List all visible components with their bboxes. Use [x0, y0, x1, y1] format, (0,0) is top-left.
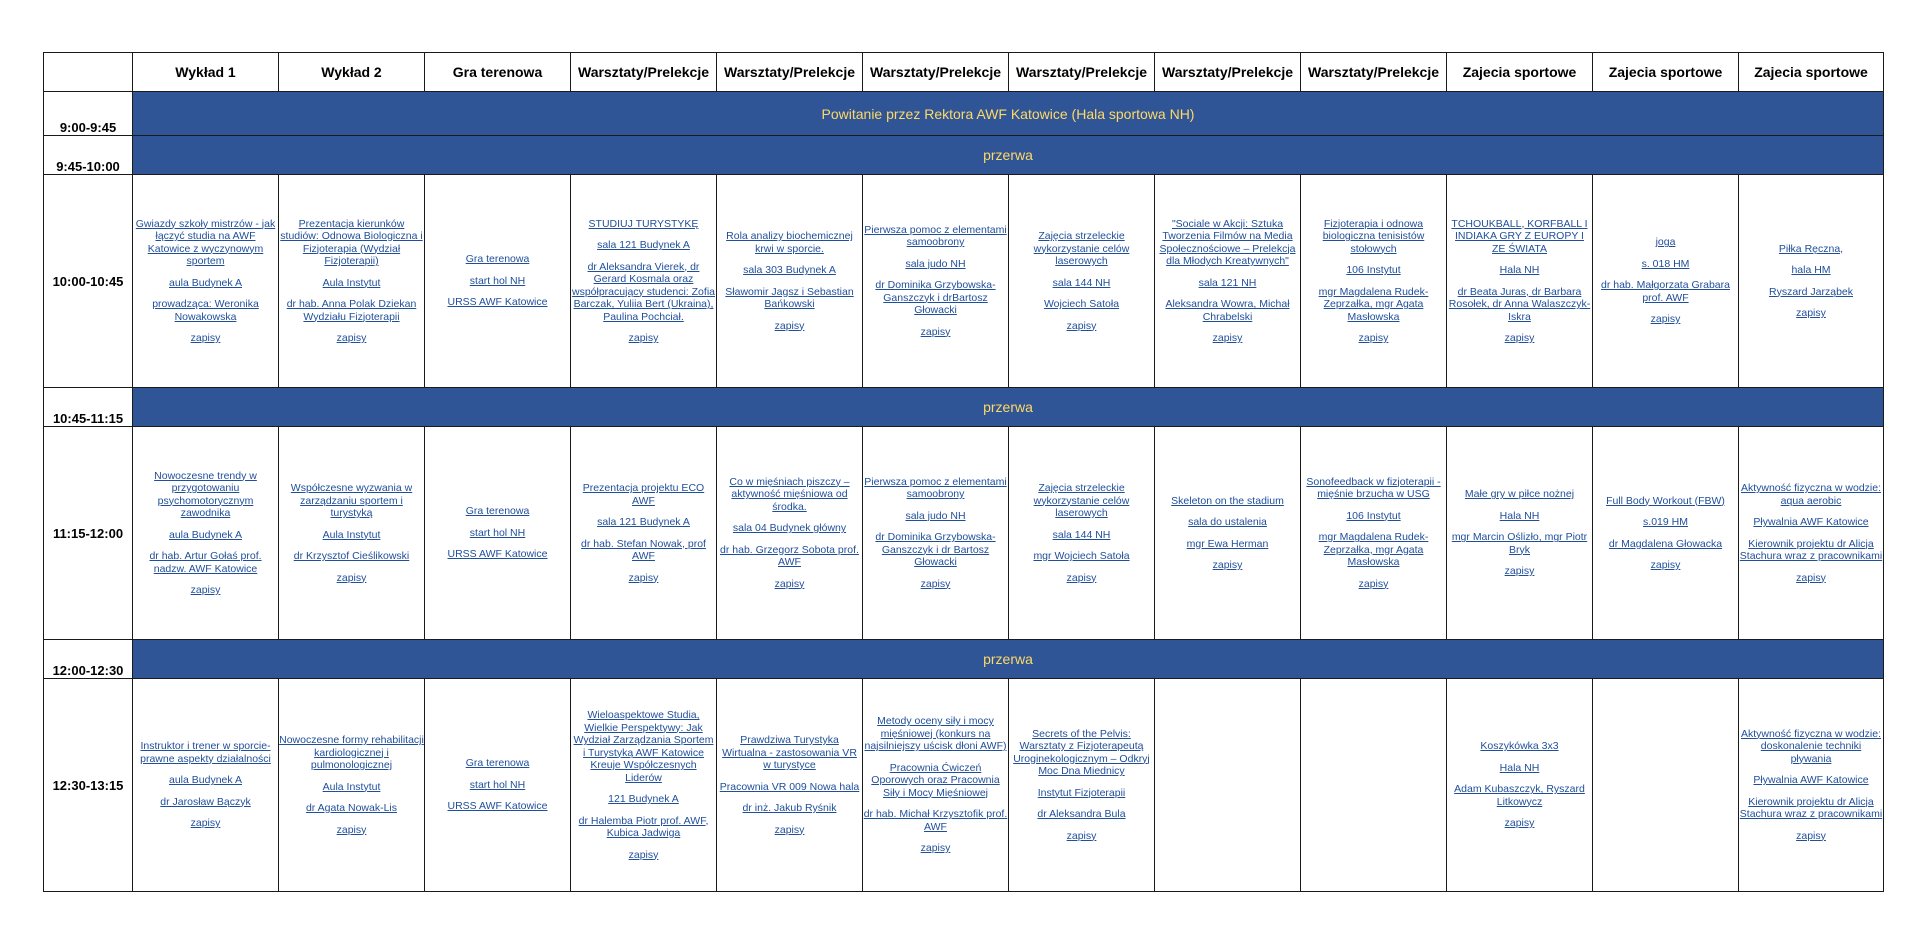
session-detail-link[interactable]: sala 121 Budynek A [597, 239, 690, 251]
signup-link[interactable]: zapisy [1796, 307, 1826, 319]
session-detail-link[interactable]: sala 303 Budynek A [743, 264, 836, 276]
session-detail-link[interactable]: sala 121 Budynek A [597, 516, 690, 528]
session-detail-link[interactable]: sala 144 NH [1052, 528, 1111, 541]
session-cell [133, 427, 279, 640]
time-label: 11:15-12:00 [44, 427, 133, 640]
session-title-link[interactable]: Gra terenowa [465, 505, 530, 518]
column-header: Wykład 2 [279, 53, 425, 92]
session-title-link[interactable]: Secrets of the Pelvis: Warsztaty z Fizjoterapeutą Uroginekologicznym – Odkryj Moc Dna Miednicy [1013, 727, 1150, 778]
break-banner: przerwa [133, 136, 1884, 175]
session-cell [717, 175, 863, 388]
signup-link[interactable]: zapisy [1796, 829, 1826, 842]
session-detail-link[interactable]: prowadząca: Weronika Nowakowska [152, 298, 259, 323]
column-header: Warsztaty/Prelekcje [1009, 53, 1155, 92]
signup-link[interactable]: zapisy [190, 817, 221, 830]
session-detail-link[interactable]: sala 121 NH [1198, 276, 1257, 289]
session-title-link[interactable]: Full Body Workout (FBW) [1606, 494, 1725, 507]
welcome-banner: Powitanie przez Rektora AWF Katowice (Hala sportowa NH) [133, 92, 1884, 136]
time-label: 10:45-11:15 [44, 388, 133, 427]
session-detail-link[interactable]: mgr Marcin Oślizło, mgr Piotr Bryk [1451, 531, 1588, 556]
signup-link[interactable]: zapisy [920, 325, 951, 338]
session-title-link[interactable]: Co w mięśniach piszczy – aktywność mięśniowa od środka. [729, 475, 850, 513]
session-detail-link[interactable]: Pływalnia AWF Katowice [1753, 774, 1869, 787]
signup-link[interactable]: zapisy [190, 584, 221, 596]
welcome-row [44, 92, 1884, 136]
signup-link[interactable]: zapisy [190, 332, 221, 344]
session-detail-link[interactable]: dr Dominika Grzybowska-Ganszczyk i drBartosz Głowacki [875, 279, 996, 317]
session-title-link[interactable]: Zajęcia strzeleckie wykorzystanie celów laserowych [1033, 482, 1130, 519]
session-detail-link[interactable]: dr Dominika Grzybowska-Ganszczyk i dr Bartosz Głowacki [875, 531, 996, 569]
session-cell [1593, 427, 1739, 640]
session-title-link[interactable]: Pierwsza pomoc z elementami samoobrony [864, 475, 1007, 501]
session-detail-link[interactable]: s.019 HM [1643, 516, 1688, 528]
session-detail-link[interactable]: Wojciech Satoła [1043, 298, 1120, 310]
session-title-link[interactable]: Gra terenowa [465, 757, 530, 770]
signup-link[interactable]: zapisy [628, 571, 659, 584]
session-title-link[interactable]: Prezentacja kierunków studiów: Odnowa Biologiczna i Fizjoterapia (Wydział Fizjoterapii) [280, 217, 423, 267]
session-detail-link[interactable]: Ryszard Jarząbek [1768, 285, 1854, 298]
session-detail-link[interactable]: aula Budynek A [169, 276, 242, 289]
session-title-link[interactable]: Sonofeedback w fizjoterapii - mięśnie brzucha w USG [1306, 475, 1441, 501]
session-detail-link[interactable]: start hol NH [469, 274, 526, 287]
signup-link[interactable]: zapisy [1650, 559, 1681, 571]
session-cell [863, 427, 1009, 640]
session-detail-link[interactable]: Kierownik projektu dr Alicja Stachura wraz z pracownikami [1739, 795, 1883, 821]
signup-link[interactable]: zapisy [1066, 319, 1097, 332]
signup-link[interactable]: zapisy [774, 319, 805, 332]
session-title-link[interactable]: Nowoczesne trendy w przygotowaniu psychomotorycznym zawodnika [154, 469, 257, 519]
session-cell [863, 679, 1009, 892]
session-cell [425, 427, 571, 640]
session-detail-link[interactable]: dr inż. Jakub Ryśnik [742, 802, 837, 814]
session-title-link[interactable]: Zajęcia strzeleckie wykorzystanie celów laserowych [1033, 230, 1130, 267]
session-detail-link[interactable]: s. 018 HM [1641, 257, 1690, 270]
session-title-link[interactable]: joga [1655, 236, 1676, 249]
header-row [44, 53, 1884, 92]
session-cell [717, 679, 863, 892]
session-cell [279, 427, 425, 640]
session-detail-link[interactable]: aula Budynek A [169, 774, 242, 787]
session-detail-link[interactable]: dr Aleksandra Vierek, dr Gerard Kosmala oraz współpracujący studenci: Zofia Barczak, Yuliia Bert (Ukraina), Paulina Pochciał. [572, 260, 715, 323]
empty-cell [1593, 679, 1739, 892]
session-cell [717, 427, 863, 640]
column-header: Zajecia sportowe [1739, 53, 1884, 92]
session-title-link[interactable]: Nowoczesne formy rehabilitacji kardiologicznej i pulmonologicznej [279, 734, 424, 771]
signup-link[interactable]: zapisy [1212, 559, 1243, 571]
session-title-link[interactable]: TCHOUKBALL, KORFBALL I INDIAKA GRY Z EUROPY I ZE ŚWIATA [1451, 217, 1588, 255]
session-cell [133, 679, 279, 892]
session-detail-link[interactable]: URSS AWF Katowice [447, 296, 548, 309]
session-detail-link[interactable]: mgr Wojciech Satoła [1033, 550, 1130, 562]
signup-link[interactable]: zapisy [774, 577, 805, 590]
column-header: Warsztaty/Prelekcje [571, 53, 717, 92]
session-title-link[interactable]: Współczesne wyzwania w zarządzaniu sportem i turystyką [290, 482, 413, 519]
time-label: 9:00-9:45 [44, 92, 133, 136]
session-row [44, 175, 1884, 388]
session-title-link[interactable]: Fizjoterapia i odnowa biologiczna tenisistów stołowych [1322, 217, 1425, 255]
session-detail-link[interactable]: sala do ustalenia [1188, 516, 1267, 528]
time-label: 9:45-10:00 [44, 136, 133, 175]
session-detail-link[interactable]: start hol NH [469, 526, 526, 539]
session-cell [279, 679, 425, 892]
session-detail-link[interactable]: sala 144 NH [1052, 276, 1111, 289]
session-cell [425, 175, 571, 388]
column-header: Warsztaty/Prelekcje [863, 53, 1009, 92]
session-title-link[interactable]: Aktywność fizyczna w wodzie: doskonalenie techniki pływania [1740, 727, 1882, 765]
session-cell [1739, 427, 1884, 640]
time-label: 12:00-12:30 [44, 640, 133, 679]
session-detail-link[interactable]: 106 Instytut [1346, 264, 1401, 276]
session-cell [863, 175, 1009, 388]
session-detail-link[interactable]: dr hab. Anna Polak Dziekan Wydziału Fizjoterapii [286, 298, 417, 323]
session-detail-link[interactable]: 106 Instytut [1346, 509, 1401, 522]
signup-link[interactable]: zapisy [336, 332, 367, 344]
session-detail-link[interactable]: Sławomir Jagsz i Sebastian Bańkowski [725, 285, 854, 310]
session-detail-link[interactable]: Aula Instytut [322, 780, 381, 793]
time-label: 12:30-13:15 [44, 679, 133, 892]
time-label: 10:00-10:45 [44, 175, 133, 388]
session-detail-link[interactable]: dr hab. Grzegorz Sobota prof. AWF [720, 543, 859, 569]
session-detail-link[interactable]: Hala NH [1499, 761, 1540, 774]
session-cell [1447, 427, 1593, 640]
session-detail-link[interactable]: hala HM [1791, 264, 1831, 276]
session-detail-link[interactable]: dr Agata Nowak-Lis [305, 802, 398, 814]
session-detail-link[interactable]: Pracownia Ćwiczeń Oporowych oraz Pracownia Siły i Mocy Mięśniowej [871, 761, 1000, 799]
break-banner: przerwa [133, 640, 1884, 679]
session-detail-link[interactable]: sala 04 Budynek główny [732, 522, 847, 535]
session-cell [571, 175, 717, 388]
session-detail-link[interactable]: URSS AWF Katowice [447, 800, 548, 813]
session-detail-link[interactable]: Aleksandra Wowra, Michał Chrabelski [1165, 298, 1290, 323]
session-detail-link[interactable]: dr Beata Juras, dr Barbara Rosołek, dr Anna Walaszczyk-Iskra [1448, 285, 1591, 323]
session-title-link[interactable]: Prawdziwa Turystyka Wirtualna - zastosowania VR w turystyce [722, 734, 857, 771]
session-cell [1593, 175, 1739, 388]
session-cell [1155, 175, 1301, 388]
session-cell [571, 679, 717, 892]
session-detail-link[interactable]: sala judo NH [905, 257, 966, 270]
schedule-table [43, 52, 1884, 892]
session-title-link[interactable]: Prezentacja projektu ECO AWF [582, 482, 705, 507]
session-detail-link[interactable]: Pływalnia AWF Katowice [1753, 516, 1869, 528]
session-cell [1447, 175, 1593, 388]
session-cell [571, 427, 717, 640]
session-cell [1301, 175, 1447, 388]
signup-link[interactable]: zapisy [336, 571, 367, 584]
session-row [44, 427, 1884, 640]
session-detail-link[interactable]: dr hab. Stefan Nowak, prof AWF [581, 537, 706, 562]
break-banner: przerwa [133, 388, 1884, 427]
signup-link[interactable]: zapisy [628, 332, 659, 344]
signup-link[interactable]: zapisy [920, 577, 951, 590]
session-title-link[interactable]: Piłka Ręczna, [1778, 242, 1844, 255]
session-detail-link[interactable]: dr Aleksandra Bula [1037, 808, 1126, 821]
session-title-link[interactable]: "Sociale w Akcji: Sztuka Tworzenia Filmów na Media Społecznościowe – Prelekcja dla Młodych Kreatywnych" [1159, 217, 1296, 267]
break-row [44, 388, 1884, 427]
session-cell [1009, 679, 1155, 892]
signup-link[interactable]: zapisy [920, 842, 951, 855]
session-detail-link[interactable]: dr hab. Artur Gołaś prof. nadzw. AWF Katowice [149, 550, 262, 575]
session-detail-link[interactable]: URSS AWF Katowice [447, 548, 548, 561]
session-title-link[interactable]: Instruktor i trener w sporcie-prawne aspekty działalności [140, 740, 271, 765]
column-header: Zajecia sportowe [1593, 53, 1739, 92]
signup-link[interactable]: zapisy [1796, 571, 1826, 584]
session-detail-link[interactable]: Aula Instytut [322, 276, 381, 289]
session-title-link[interactable]: Metody oceny siły i mocy mięśniowej (konkurs na najsilniejszy uścisk dłoni AWF) [864, 715, 1007, 753]
session-cell [1447, 679, 1593, 892]
session-title-link[interactable]: Małe gry w piłce nożnej [1464, 488, 1575, 501]
session-detail-link[interactable]: Pracownia VR 009 Nowa hala [719, 780, 860, 793]
signup-link[interactable]: zapisy [1066, 829, 1097, 842]
column-header: Warsztaty/Prelekcje [1155, 53, 1301, 92]
corner-cell [44, 53, 133, 92]
column-header: Wykład 1 [133, 53, 279, 92]
session-detail-link[interactable]: sala judo NH [905, 509, 966, 522]
session-detail-link[interactable]: Adam Kubaszczyk, Ryszard Litkowycz [1454, 783, 1585, 808]
session-detail-link[interactable]: dr Magdalena Głowacka [1608, 537, 1723, 550]
session-title-link[interactable]: Aktywność fizyczna w wodzie: aqua aerobic [1740, 482, 1882, 507]
session-detail-link[interactable]: Hala NH [1499, 264, 1540, 276]
empty-cell [1155, 679, 1301, 892]
session-cell [1009, 427, 1155, 640]
session-title-link[interactable]: Gwiazdy szkoły mistrzów - jak łączyć studia na AWF Katowice z wyczynowym sportem [135, 217, 276, 267]
session-detail-link[interactable]: mgr Magdalena Rudek-Zeprzałka, mgr Agata Masłowska [1318, 531, 1429, 569]
signup-link[interactable]: zapisy [1504, 565, 1535, 578]
session-cell [1009, 175, 1155, 388]
session-detail-link[interactable]: 121 Budynek A [608, 793, 679, 805]
session-detail-link[interactable]: dr hab. Małgorzata Grabara prof. AWF [1601, 279, 1730, 304]
session-cell [1155, 427, 1301, 640]
signup-link[interactable]: zapisy [1650, 313, 1681, 326]
column-header: Warsztaty/Prelekcje [717, 53, 863, 92]
column-header: Zajecia sportowe [1447, 53, 1593, 92]
signup-link[interactable]: zapisy [336, 823, 367, 836]
session-title-link[interactable]: Wieloaspektowe Studia, Wielkie Perspektywy: Jak Wydział Zarządzania Sportem i Turystyką AWF Katowice Kreuje Współczesnych Liderów [573, 709, 714, 784]
session-detail-link[interactable]: Instytut Fizjoterapii [1037, 786, 1126, 799]
session-cell [1739, 175, 1884, 388]
session-detail-link[interactable]: start hol NH [469, 778, 526, 791]
session-detail-link[interactable]: dr Halemba Piotr prof. AWF, Kubica Jadwiga [578, 814, 709, 839]
session-detail-link[interactable]: Aula Instytut [322, 528, 381, 541]
session-detail-link[interactable]: dr hab. Michał Krzysztofik prof. AWF [863, 808, 1008, 833]
session-detail-link[interactable]: Kierownik projektu dr Alicja Stachura wraz z pracownikami [1739, 537, 1883, 562]
session-cell [425, 679, 571, 892]
session-title-link[interactable]: Koszykówka 3x3 [1480, 740, 1559, 753]
signup-link[interactable]: zapisy [774, 823, 805, 836]
session-row [44, 679, 1884, 892]
signup-link[interactable]: zapisy [1504, 332, 1535, 344]
session-title-link[interactable]: STUDIUJ TURYSTYKĘ [588, 217, 699, 230]
column-header: Gra terenowa [425, 53, 571, 92]
session-cell [1739, 679, 1884, 892]
signup-link[interactable]: zapisy [628, 848, 659, 861]
signup-link[interactable]: zapisy [1358, 577, 1389, 590]
session-detail-link[interactable]: aula Budynek A [169, 528, 242, 541]
session-title-link[interactable]: Rola analizy biochemicznej krwi w sporcie. [726, 230, 853, 255]
session-cell [279, 175, 425, 388]
session-detail-link[interactable]: mgr Magdalena Rudek-Zeprzałka, mgr Agata Masłowska [1318, 285, 1429, 323]
session-detail-link[interactable]: mgr Ewa Herman [1186, 537, 1269, 550]
signup-link[interactable]: zapisy [1066, 571, 1097, 584]
break-row [44, 640, 1884, 679]
empty-cell [1301, 679, 1447, 892]
signup-link[interactable]: zapisy [1358, 332, 1389, 344]
session-title-link[interactable]: Pierwsza pomoc z elementami samoobrony [864, 223, 1007, 249]
signup-link[interactable]: zapisy [1504, 817, 1535, 830]
session-detail-link[interactable]: Hala NH [1499, 509, 1540, 522]
session-detail-link[interactable]: dr Krzysztof Cieślikowski [293, 550, 410, 562]
column-header: Warsztaty/Prelekcje [1301, 53, 1447, 92]
session-detail-link[interactable]: dr Jarosław Bączyk [160, 795, 251, 808]
session-cell [1301, 427, 1447, 640]
session-title-link[interactable]: Gra terenowa [465, 253, 530, 266]
session-title-link[interactable]: Skeleton on the stadium [1171, 494, 1284, 507]
session-cell [133, 175, 279, 388]
break-row [44, 136, 1884, 175]
signup-link[interactable]: zapisy [1212, 332, 1243, 344]
